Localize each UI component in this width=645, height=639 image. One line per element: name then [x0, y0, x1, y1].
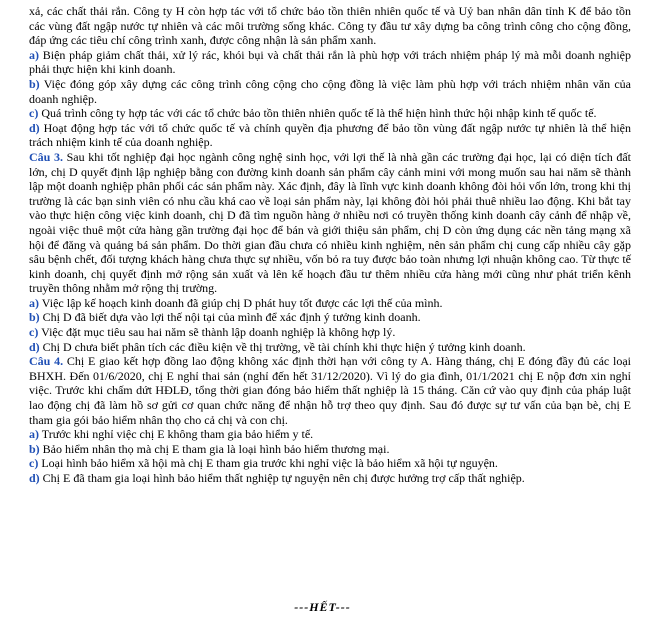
option-text: Việc đặt mục tiêu sau hai năm sẽ thành lập doanh nghiệp là không hợp lý.	[41, 325, 396, 340]
q3-option-c	[29, 325, 631, 340]
q4-option-c	[29, 456, 631, 471]
option-text: Chị E đã tham gia loại hình bảo hiểm thất nghiệp tự nguyện nên chị được hưởng trợ cấp thất nghiệp.	[42, 471, 525, 485]
q4-option-d	[29, 471, 631, 486]
option-letter: b)	[29, 441, 40, 456]
q4-option-b	[29, 442, 631, 457]
option-text: Quá trình công ty hợp tác với các tổ chức bảo tồn thiên nhiên quốc tế là thể hiện hình thức hội nhập kinh tế quốc tế.	[41, 106, 597, 121]
option-letter: a)	[29, 295, 39, 310]
end-marker: ---HẾT---	[294, 600, 351, 614]
q2-option-a	[29, 48, 631, 77]
option-text: Hoạt động hợp tác với tổ chức quốc tế và chính quyền địa phương để bảo tồn vùng đất ngập nước tự nhiên là thể hiện trách nhiệm kinh tế của doanh nghiệp.	[29, 120, 632, 150]
intro-paragraph: xả, các chất thải rắn. Công ty H còn hợp tác với tổ chức bảo tồn thiên nhiên quốc tế và Uỷ ban nhân dân tỉnh K để bảo tồn các vùng đất ngập nước tự nhiên và các môi trường sống khác. Công ty đầu tư xây dựng ba công trình công cho cộng đồng, đáp ứng các tiêu chí công trình xanh, được công nhận là sản phẩm xanh.	[29, 4, 631, 48]
option-letter: b)	[29, 76, 40, 91]
option-letter: c)	[29, 106, 39, 121]
option-text: Việc đóng góp xây dựng các công trình công cộng cho cộng đồng là việc làm phù hợp với trách nhiệm nhân văn của doanh nghiệp.	[29, 76, 631, 106]
option-text: Chị D chưa biết phân tích các điều kiện về thị trường, về tài chính khi thực hiện ý tưởng kinh doanh.	[42, 339, 526, 354]
option-letter: c)	[29, 456, 39, 471]
option-text: Bảo hiểm nhân thọ mà chị E tham gia là loại hình bảo hiểm thương mại.	[42, 441, 390, 456]
question-text: Sau khi tốt nghiệp đại học ngành công nghệ sinh học, với lợi thế là nhà gần các trường đại học, lại có diện tích đất lớn, chị D quyết định lập nghiệp bằng con đường kinh doanh sản phẩm cây cảnh mini với mong muốn sau hai năm sẽ thành lập một doanh nghiệp phân phối các sản phẩm này. Xác định, đây là lĩnh vực kinh doanh không đòi hỏi vốn lớn, trong khi thị trường là các bạn sinh viên có nhu cầu khá cao về loại sản phẩm này, lại không đòi hỏi phải thuê nhiều lao động. Khi bắt tay vào thực hiện công việc kinh doanh, chị D đã tìm nguồn hàng ở nhiều nơi có truyền thống kinh doanh cây cảnh để nhập về, ngoài việc thuê một cửa hàng gần trường đại học để bán và giới thiệu sản phẩm, chị D còn ứng dụng các nền tảng mạng xã hội để đăng và quảng bá sản phẩm. Do thời gian đầu chưa có nhiều kinh nghiệm, nên sản phẩm chị cung cấp nhiều cây gặp sâu bệnh chết, đối tượng khách hàng chưa thực sự nhiều, vốn bỏ ra tuy được bảo toàn nhưng lợi nhuận không cao. Từ thực tế kinh doanh, chị quyết định mở rộng sản xuất và lên kế hoạch đầu tư thêm nhiều cửa hàng mới cũng như phát triển kênh truyền thông nhằm mở rộng thị trường.	[29, 149, 631, 296]
option-text: Trước khi nghỉ việc chị E không tham gia bảo hiểm y tế.	[41, 427, 314, 442]
option-letter: d)	[29, 120, 40, 135]
q2-option-c	[29, 106, 631, 121]
question-3	[29, 150, 631, 296]
q2-option-b	[29, 77, 631, 106]
option-letter: d)	[29, 471, 40, 485]
option-text: Loại hình bảo hiểm xã hội mà chị E tham gia trước khi nghỉ việc là bảo hiểm xã hội tự nguyện.	[41, 456, 498, 471]
option-letter: c)	[29, 325, 39, 340]
q3-option-a	[29, 296, 631, 311]
question-label: Câu 4.	[29, 354, 64, 369]
option-letter: a)	[29, 47, 39, 62]
option-text: Chị D đã biết dựa vào lợi thế nội tại của mình để xác định ý tưởng kinh doanh.	[42, 310, 421, 325]
q3-option-b	[29, 310, 631, 325]
option-text: Việc lập kế hoạch kinh doanh đã giúp chị D phát huy tốt được các lợi thế của mình.	[41, 295, 443, 310]
option-letter: a)	[29, 427, 39, 442]
q2-option-d	[29, 121, 631, 150]
option-text: Biện pháp giảm chất thải, xử lý rác, khói bụi và chất thải rắn là phù hợp với trách nhiệm pháp lý mà mỗi doanh nghiệp phải thực hiện khi kinh doanh.	[29, 47, 632, 77]
question-label: Câu 3.	[29, 149, 63, 164]
q4-option-a	[29, 427, 631, 442]
option-letter: d)	[29, 339, 40, 354]
option-letter: b)	[29, 310, 40, 325]
question-text: Chị E giao kết hợp đồng lao động không xác định thời hạn với công ty A. Hàng tháng, chị E đóng đầy đủ các loại BHXH. Đến 01/6/2020, chị E nghỉ thai sản (nghỉ đến hết 31/12/2020). Vì lý do gia đình, 01/1/2021 chị E nộp đơn xin nghỉ việc. Trước khi chấm dứt HĐLĐ, tổng thời gian đóng bảo hiểm thất nghiệp là 15 tháng. Căn cứ vào quy định của pháp luật lao động chị đã làm hồ sơ gửi cơ quan chức năng để nhận hỗ trợ theo quy định. Sau đó được sự tư vấn của bạn bè, chị E tham gia gói bảo hiểm nhân thọ cho cả chị và con chị.	[29, 354, 631, 427]
question-4	[29, 354, 631, 427]
q3-option-d	[29, 340, 631, 355]
